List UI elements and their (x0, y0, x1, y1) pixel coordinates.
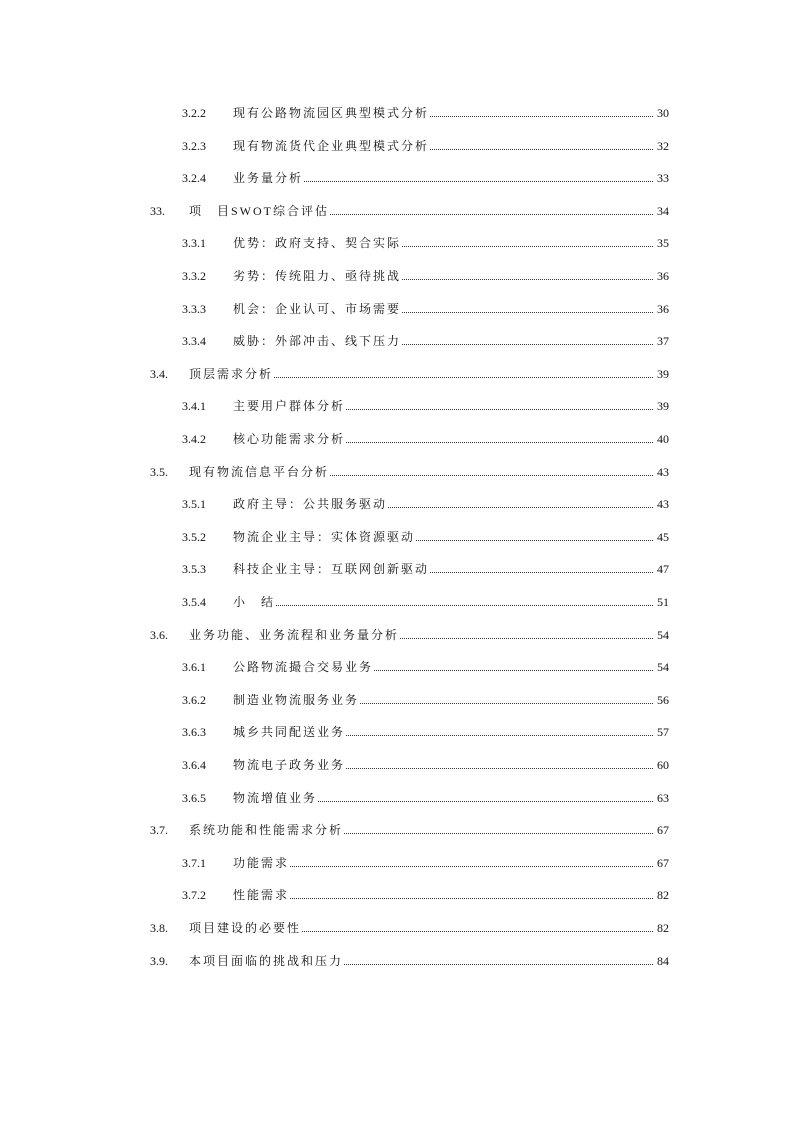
toc-entry-number: 3.3.3 (182, 302, 206, 316)
toc-entry-number: 3.2.2 (182, 106, 206, 120)
toc-entry-page-number: 60 (657, 755, 669, 775)
toc-entry-title: 物流电子政务业务 (233, 755, 346, 775)
toc-entry-page-number: 47 (657, 559, 669, 579)
toc-entry-number: 3.7. (150, 823, 168, 837)
toc-entry[interactable] (0, 755, 793, 775)
toc-leader-dots (233, 898, 653, 899)
toc-entry-page-number: 63 (657, 788, 669, 808)
toc-entry[interactable] (0, 396, 793, 416)
toc-entry-page-number: 43 (657, 462, 669, 482)
toc-entry-page-number: 33 (657, 168, 669, 188)
toc-entry[interactable] (0, 820, 793, 840)
toc-entry-page-number: 32 (657, 136, 669, 156)
toc-entry-title: 公路物流撮合交易业务 (233, 657, 374, 677)
toc-entry-page-number: 54 (657, 657, 669, 677)
toc-entry-page-number: 35 (657, 233, 669, 253)
toc-entry-title: 现有公路物流园区典型模式分析 (233, 103, 430, 123)
toc-entry[interactable] (0, 331, 793, 351)
toc-entry[interactable] (0, 168, 793, 188)
toc-entry[interactable] (0, 918, 793, 938)
toc-entry[interactable] (0, 625, 793, 645)
toc-entry[interactable] (0, 527, 793, 547)
toc-entry-title: 劣势：传统阻力、亟待挑战 (233, 266, 402, 286)
toc-entry[interactable] (0, 951, 793, 971)
toc-entry-number: 3.5.4 (182, 595, 206, 609)
toc-entry-title: 小 结 (233, 592, 276, 612)
toc-entry-title: 核心功能需求分析 (233, 429, 346, 449)
toc-entry-page-number: 39 (657, 364, 669, 384)
toc-entry[interactable] (0, 299, 793, 319)
toc-leader-dots (233, 866, 653, 867)
toc-entry-title: 本项目面临的挑战和压力 (189, 951, 344, 971)
toc-entry-title: 项目建设的必要性 (189, 918, 302, 938)
toc-entry-number: 3.6.2 (182, 693, 206, 707)
toc-entry-number: 3.3.2 (182, 269, 206, 283)
toc-entry-page-number: 54 (657, 625, 669, 645)
toc-entry-number: 3.6. (150, 628, 168, 642)
toc-entry[interactable] (0, 462, 793, 482)
toc-entry[interactable] (0, 364, 793, 384)
toc-entry[interactable] (0, 266, 793, 286)
toc-entry-page-number: 36 (657, 299, 669, 319)
toc-entry[interactable] (0, 429, 793, 449)
toc-entry-number: 3.3.4 (182, 334, 206, 348)
toc-entry-title: 功能需求 (233, 853, 290, 873)
toc-entry-page-number: 43 (657, 494, 669, 514)
toc-entry[interactable] (0, 657, 793, 677)
toc-entry-number: 3.7.2 (182, 888, 206, 902)
toc-entry-title: 业务功能、业务流程和业务量分析 (189, 625, 400, 645)
toc-entry[interactable] (0, 592, 793, 612)
toc-entry-title: 系统功能和性能需求分析 (189, 820, 344, 840)
toc-entry-page-number: 51 (657, 592, 669, 612)
toc-entry-title: 现有物流信息平台分析 (189, 462, 330, 482)
toc-entry-page-number: 37 (657, 331, 669, 351)
toc-entry-page-number: 84 (657, 951, 669, 971)
toc-entry[interactable] (0, 103, 793, 123)
toc-entry-page-number: 34 (657, 201, 669, 221)
toc-entry[interactable] (0, 136, 793, 156)
toc-leader-dots (233, 605, 653, 606)
toc-entry-number: 3.8. (150, 921, 168, 935)
toc-entry-number: 3.2.3 (182, 139, 206, 153)
toc-entry-title: 科技企业主导：互联网创新驱动 (233, 559, 430, 579)
toc-entry-title: 城乡共同配送业务 (233, 722, 346, 742)
toc-entry[interactable] (0, 233, 793, 253)
toc-entry[interactable] (0, 722, 793, 742)
toc-entry-number: 3.5.3 (182, 562, 206, 576)
toc-entry[interactable] (0, 201, 793, 221)
toc-entry-number: 3.6.4 (182, 758, 206, 772)
toc-entry-title: 机会：企业认可、市场需要 (233, 299, 402, 319)
toc-entry-page-number: 67 (657, 820, 669, 840)
toc-entry[interactable] (0, 885, 793, 905)
toc-entry-page-number: 67 (657, 853, 669, 873)
toc-entry-title: 政府主导：公共服务驱动 (233, 494, 388, 514)
toc-entry-number: 3.4.2 (182, 432, 206, 446)
toc-entry-number: 3.5.1 (182, 497, 206, 511)
toc-entry-number: 3.6.5 (182, 791, 206, 805)
toc-entry[interactable] (0, 788, 793, 808)
toc-entry-title: 主要用户群体分析 (233, 396, 346, 416)
toc-entry-page-number: 82 (657, 885, 669, 905)
toc-entry-page-number: 57 (657, 722, 669, 742)
toc-entry-title: 制造业物流服务业务 (233, 690, 360, 710)
toc-entry-title: 优势：政府支持、契合实际 (233, 233, 402, 253)
toc-entry-page-number: 45 (657, 527, 669, 547)
toc-entry-title: 性能需求 (233, 885, 290, 905)
toc-entry-title: 物流增值业务 (233, 788, 318, 808)
toc-entry-page-number: 82 (657, 918, 669, 938)
toc-entry[interactable] (0, 690, 793, 710)
toc-entry-page-number: 40 (657, 429, 669, 449)
toc-entry-title: 威胁：外部冲击、线下压力 (233, 331, 402, 351)
toc-entry-number: 3.6.1 (182, 660, 206, 674)
toc-entry-title: 物流企业主导：实体资源驱动 (233, 527, 416, 547)
toc-entry-number: 3.5. (150, 465, 168, 479)
toc-entry[interactable] (0, 559, 793, 579)
toc-entry-number: 3.6.3 (182, 725, 206, 739)
toc-entry-title: 业务量分析 (233, 168, 304, 188)
toc-entry-number: 3.2.4 (182, 171, 206, 185)
toc-entry-number: 3.7.1 (182, 856, 206, 870)
toc-entry-number: 3.4.1 (182, 399, 206, 413)
toc-entry-number: 33. (150, 204, 165, 218)
toc-entry-title: 现有物流货代企业典型模式分析 (233, 136, 430, 156)
toc-entry-number: 3.9. (150, 954, 168, 968)
toc-entry-title: 项 目SWOT综合评估 (189, 201, 330, 221)
toc-entry-title: 顶层需求分析 (189, 364, 274, 384)
toc-entry-page-number: 36 (657, 266, 669, 286)
toc-entry-number: 3.4. (150, 367, 168, 381)
toc-entry-number: 3.3.1 (182, 236, 206, 250)
toc-entry-page-number: 39 (657, 396, 669, 416)
toc-entry[interactable] (0, 853, 793, 873)
toc-entry-page-number: 30 (657, 103, 669, 123)
toc-entry[interactable] (0, 494, 793, 514)
toc-entry-number: 3.5.2 (182, 530, 206, 544)
toc-entry-page-number: 56 (657, 690, 669, 710)
